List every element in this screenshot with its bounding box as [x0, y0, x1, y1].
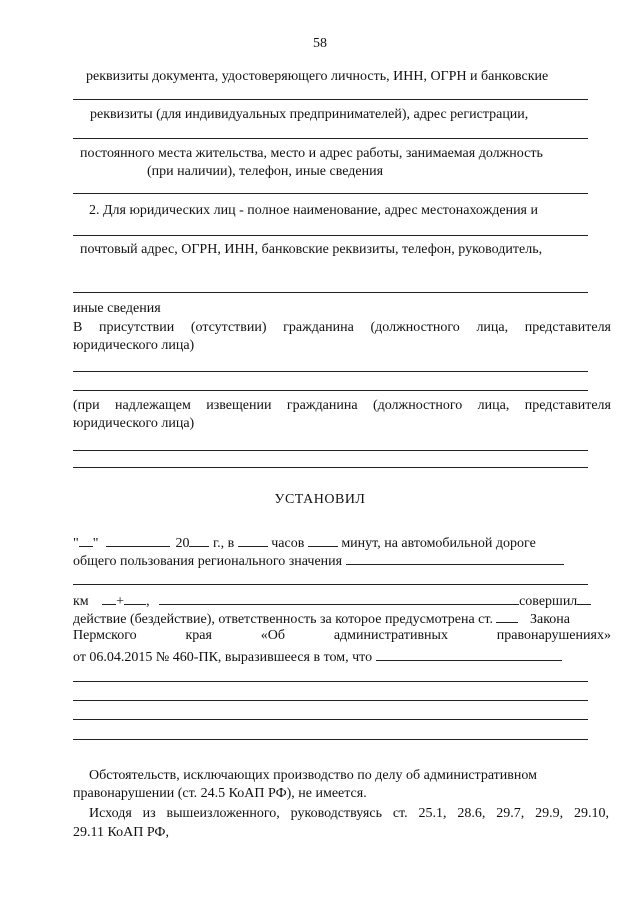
blank-line	[73, 584, 588, 585]
act-text: действие (бездействие), ответственность за которое предусмотрена ст.	[73, 612, 493, 627]
road-line	[73, 552, 564, 570]
page-number: 58	[313, 36, 327, 51]
km-line	[73, 592, 611, 610]
law-label: Закона	[529, 612, 570, 627]
blank-line	[73, 681, 588, 682]
text-line-4: (при наличии), телефон, иные сведения	[147, 164, 384, 179]
text-line-2: реквизиты (для индивидуальных предпринимателей), адрес регистрации,	[90, 107, 529, 122]
blank-line	[73, 193, 588, 194]
committed-suffix-blank	[577, 592, 591, 605]
text-line-5: 2. Для юридических лиц - полное наименование, адрес местонахождения и	[89, 203, 538, 218]
road-label: общего пользования регионального значения	[73, 554, 343, 569]
day-blank	[79, 534, 93, 547]
circumstances-line-2: правонарушении (ст. 24.5 КоАП РФ), не имеется.	[73, 786, 367, 801]
hours-label: часов	[271, 536, 305, 551]
description-blank	[376, 648, 562, 661]
section-heading: УСТАНОВИЛ	[274, 492, 366, 507]
quote-open: "	[73, 536, 79, 551]
law-word: края	[185, 628, 212, 643]
text-line-7: иные сведения	[73, 301, 161, 316]
blank-line	[73, 99, 588, 100]
date-line	[73, 534, 536, 552]
blank-line	[73, 138, 588, 139]
law-date-line	[73, 648, 562, 666]
blank-line	[73, 450, 588, 451]
km-blank	[102, 592, 116, 605]
law-word: «Об	[260, 628, 285, 643]
text-line-9: юридического лица)	[73, 338, 195, 353]
hours-blank	[238, 534, 268, 547]
text-line-6: почтовый адрес, ОГРН, ИНН, банковские реквизиты, телефон, руководитель,	[80, 242, 543, 257]
act-line	[73, 610, 570, 628]
year-suffix: г., в	[212, 536, 235, 551]
blank-line	[73, 292, 588, 293]
year-blank	[189, 534, 209, 547]
blank-line	[73, 390, 588, 391]
text-line-3: постоянного места жительства, место и адрес работы, занимаемая должность	[80, 146, 543, 161]
road-blank	[346, 552, 564, 565]
text-line-11: юридического лица)	[73, 416, 195, 431]
committed-label: совершил	[519, 594, 578, 609]
month-blank	[106, 534, 170, 547]
meters-blank	[124, 592, 146, 605]
law-word: Пермского	[73, 628, 137, 643]
blank-line	[73, 235, 588, 236]
law-date-text: от 06.04.2015 № 460-ПК, выразившееся в том, что	[73, 650, 373, 665]
law-word: правонарушениях»	[496, 628, 611, 643]
blank-line	[73, 371, 588, 372]
km-label: км	[73, 594, 89, 609]
law-word: административных	[333, 628, 448, 643]
committer-blank	[159, 592, 519, 605]
text-line-8: В присутствии (отсутствии) гражданина (должностного лица, представителя	[73, 320, 611, 335]
blank-line	[73, 700, 588, 701]
km-comma: ,	[146, 594, 150, 609]
minutes-label: минут, на автомобильной дороге	[341, 536, 536, 551]
circumstances-line-1: Обстоятельств, исключающих производство по делу об административном	[89, 768, 537, 783]
quote-close: "	[92, 536, 99, 551]
blank-line	[73, 719, 588, 720]
blank-line	[73, 739, 588, 740]
law-name-line	[73, 628, 611, 644]
article-blank	[496, 610, 518, 623]
blank-line	[73, 467, 588, 468]
minutes-blank	[308, 534, 338, 547]
km-plus: +	[116, 594, 125, 609]
based-on-line-2: 29.11 КоАП РФ,	[73, 825, 169, 840]
based-on-line-1: Исходя из вышеизложенного, руководствуясь ст. 25.1, 28.6, 29.7, 29.9, 29.10,	[89, 806, 609, 821]
text-line-1: реквизиты документа, удостоверяющего личность, ИНН, ОГРН и банковские	[86, 69, 549, 84]
year-prefix: 20	[175, 536, 190, 551]
text-line-10: (при надлежащем извещении гражданина (должностного лица, представителя	[73, 398, 611, 413]
